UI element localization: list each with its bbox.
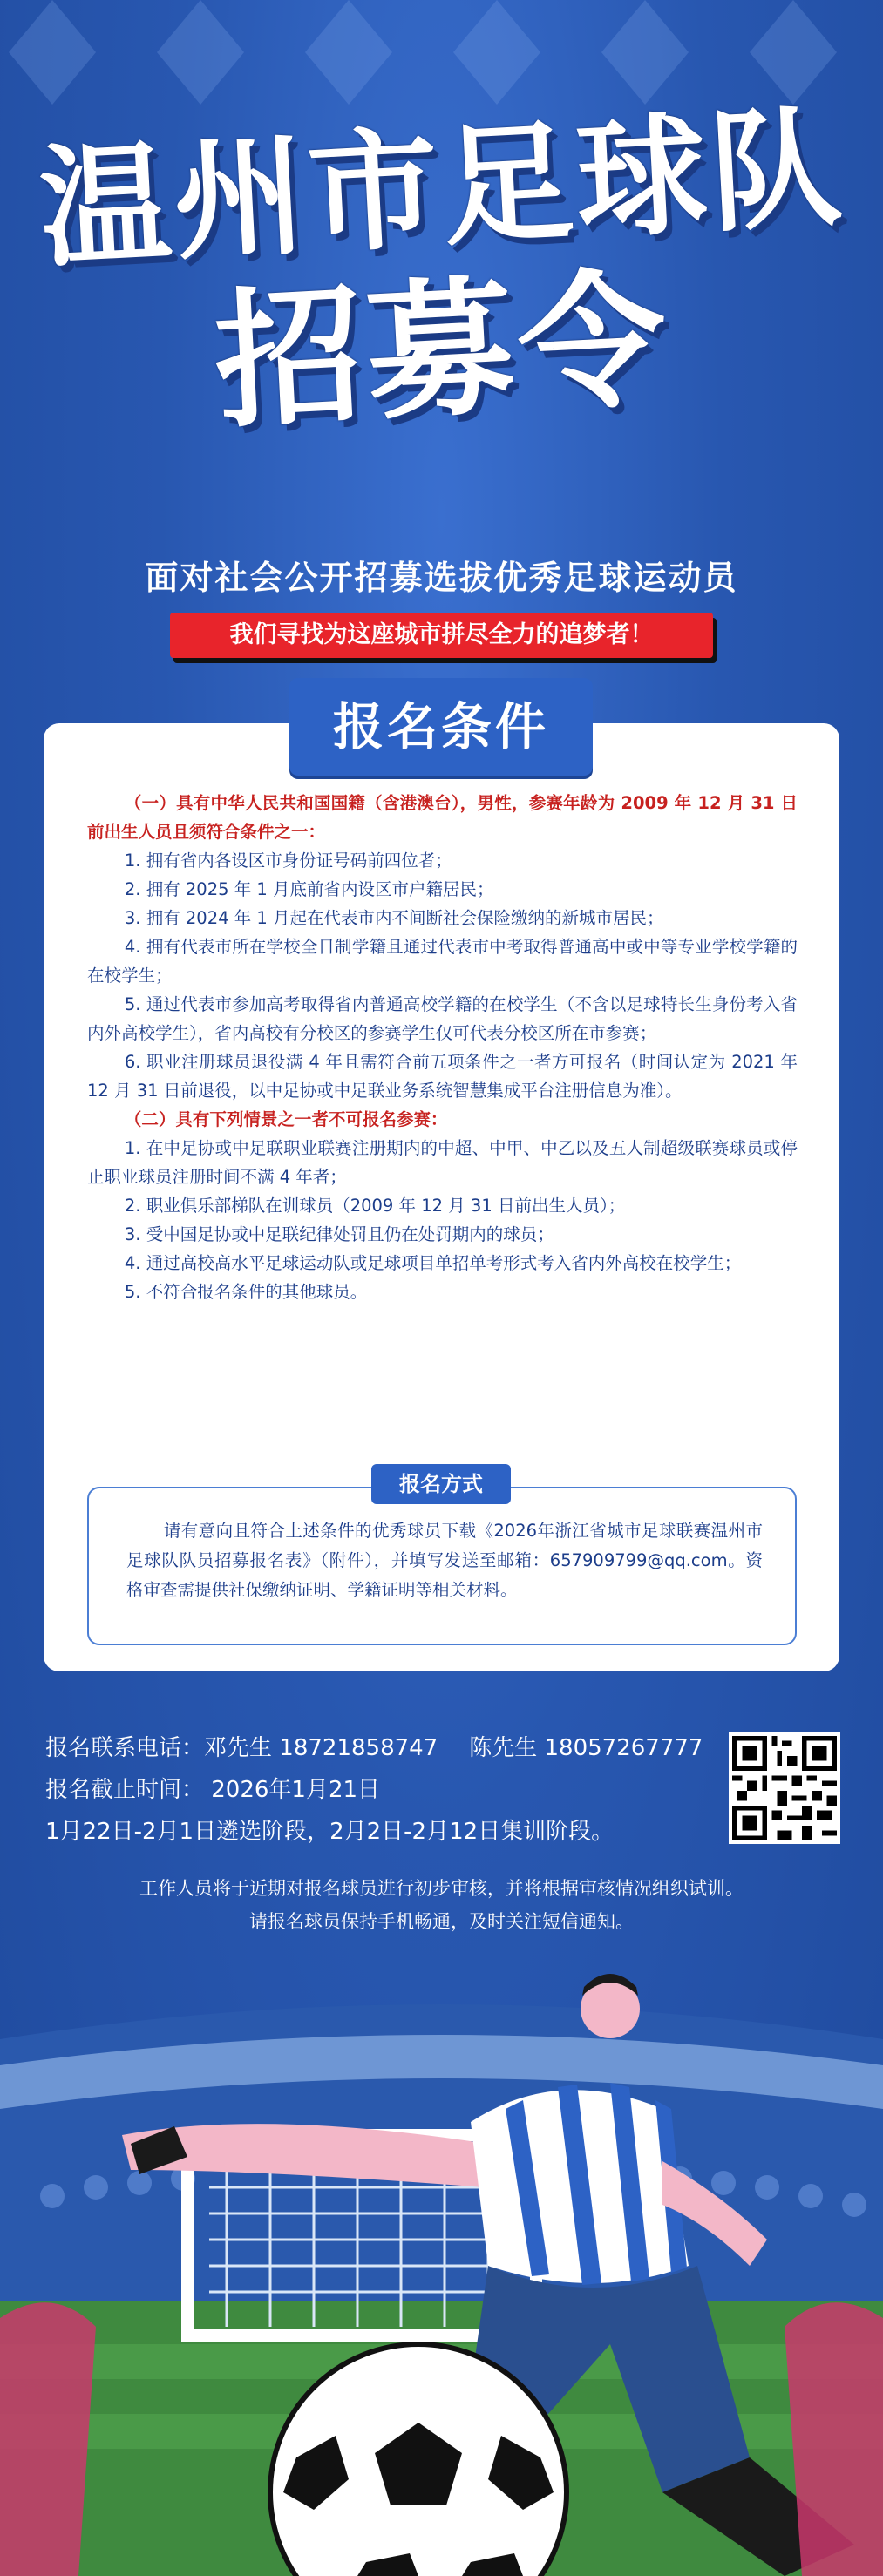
title-line-2: 招募令	[210, 253, 675, 450]
tagline-banner: 我们寻找为这座城市拼尽全力的追梦者！	[170, 613, 713, 658]
condition-paragraph: 5. 通过代表市参加高考取得省内普通高校学籍的在校学生（不含以足球特长生身份考入省内外高校学生），省内高校有分校区的参赛学生仅可代表分校区所在市参赛；	[87, 994, 798, 1043]
phone-label: 报名联系电话：	[45, 1735, 205, 1761]
condition-paragraph: 3. 拥有 2024 年 1 月起在代表市内不间断社会保险缴纳的新城市居民；	[124, 908, 664, 928]
subtitle: 面对社会公开招募选拔优秀足球运动员	[145, 559, 738, 597]
condition-paragraph: 5. 不符合报名条件的其他球员。	[124, 1282, 368, 1302]
notice	[0, 1872, 883, 1938]
condition-paragraph: 3. 受中国足协或中足联纪律处罚且仍在处罚期内的球员；	[124, 1224, 554, 1244]
condition-paragraph: 4. 通过高校高水平足球运动队或足球项目单招单考形式考入省内外高校在校学生；	[124, 1253, 742, 1273]
condition-paragraph: 6. 职业注册球员退役满 4 年且需符合前五项条件之一者方可报名（时间认定为 2021 年 12 月 31 日前退役，以中足协或中足联业务系统智慧集成平台注册信息为准）。	[87, 1052, 798, 1101]
deadline: 报名截止时间： 2026年1月21日	[45, 1777, 381, 1803]
football-scene-illustration	[0, 1935, 883, 2576]
condition-paragraph: （二）具有下列情景之一者不可报名参赛：	[124, 1109, 448, 1129]
method-heading: 报名方式	[371, 1464, 511, 1504]
conditions-body	[87, 789, 798, 1306]
contact-person-1: 邓先生 18721858747	[204, 1735, 438, 1761]
condition-paragraph: 2. 职业俱乐部梯队在训球员（2009 年 12 月 31 日前出生人员）；	[124, 1196, 626, 1216]
conditions-heading: 报名条件	[289, 678, 593, 776]
schedule: 1月22日-2月1日遴选阶段，2月2日-2月12日集训阶段。	[45, 1819, 615, 1845]
condition-paragraph: 2. 拥有 2025 年 1 月底前省内设区市户籍居民；	[124, 879, 494, 899]
method-text: 请有意向且符合上述条件的优秀球员下载《2026年浙江省城市足球联赛温州市足球队队员招募报名表》（附件），并填写发送至邮箱：657909799@qq.com。资格审查需提供社保缴纳证明、学籍证明等相关材料。	[126, 1521, 763, 1600]
title-line-1: 温州市足球队	[36, 92, 849, 287]
notice-line-1: 工作人员将于近期对报名球员进行初步审核，并将根据审核情况组织试训。	[139, 1878, 744, 1899]
notice-line-2: 请报名球员保持手机畅通，及时关注短信通知。	[249, 1911, 634, 1932]
contact-phones	[45, 1731, 703, 1766]
condition-paragraph: 1. 在中足协或中足联职业联赛注册期内的中超、中甲、中乙以及五人制超级联赛球员或停止职业球员注册时间不满 4 年者；	[87, 1138, 798, 1187]
condition-paragraph: 1. 拥有省内各设区市身份证号码前四位者；	[124, 851, 452, 871]
condition-paragraph: 4. 拥有代表市所在学校全日制学籍且通过代表市中考取得普通高中或中等专业学校学籍的在校学生；	[87, 937, 798, 986]
contact-person-2: 陈先生 18057267777	[469, 1735, 703, 1761]
qr-code-icon	[729, 1732, 840, 1844]
condition-paragraph: （一）具有中华人民共和国国籍（含港澳台），男性，参赛年龄为 2009 年 12 月 31 日前出生人员且须符合条件之一：	[87, 793, 798, 842]
